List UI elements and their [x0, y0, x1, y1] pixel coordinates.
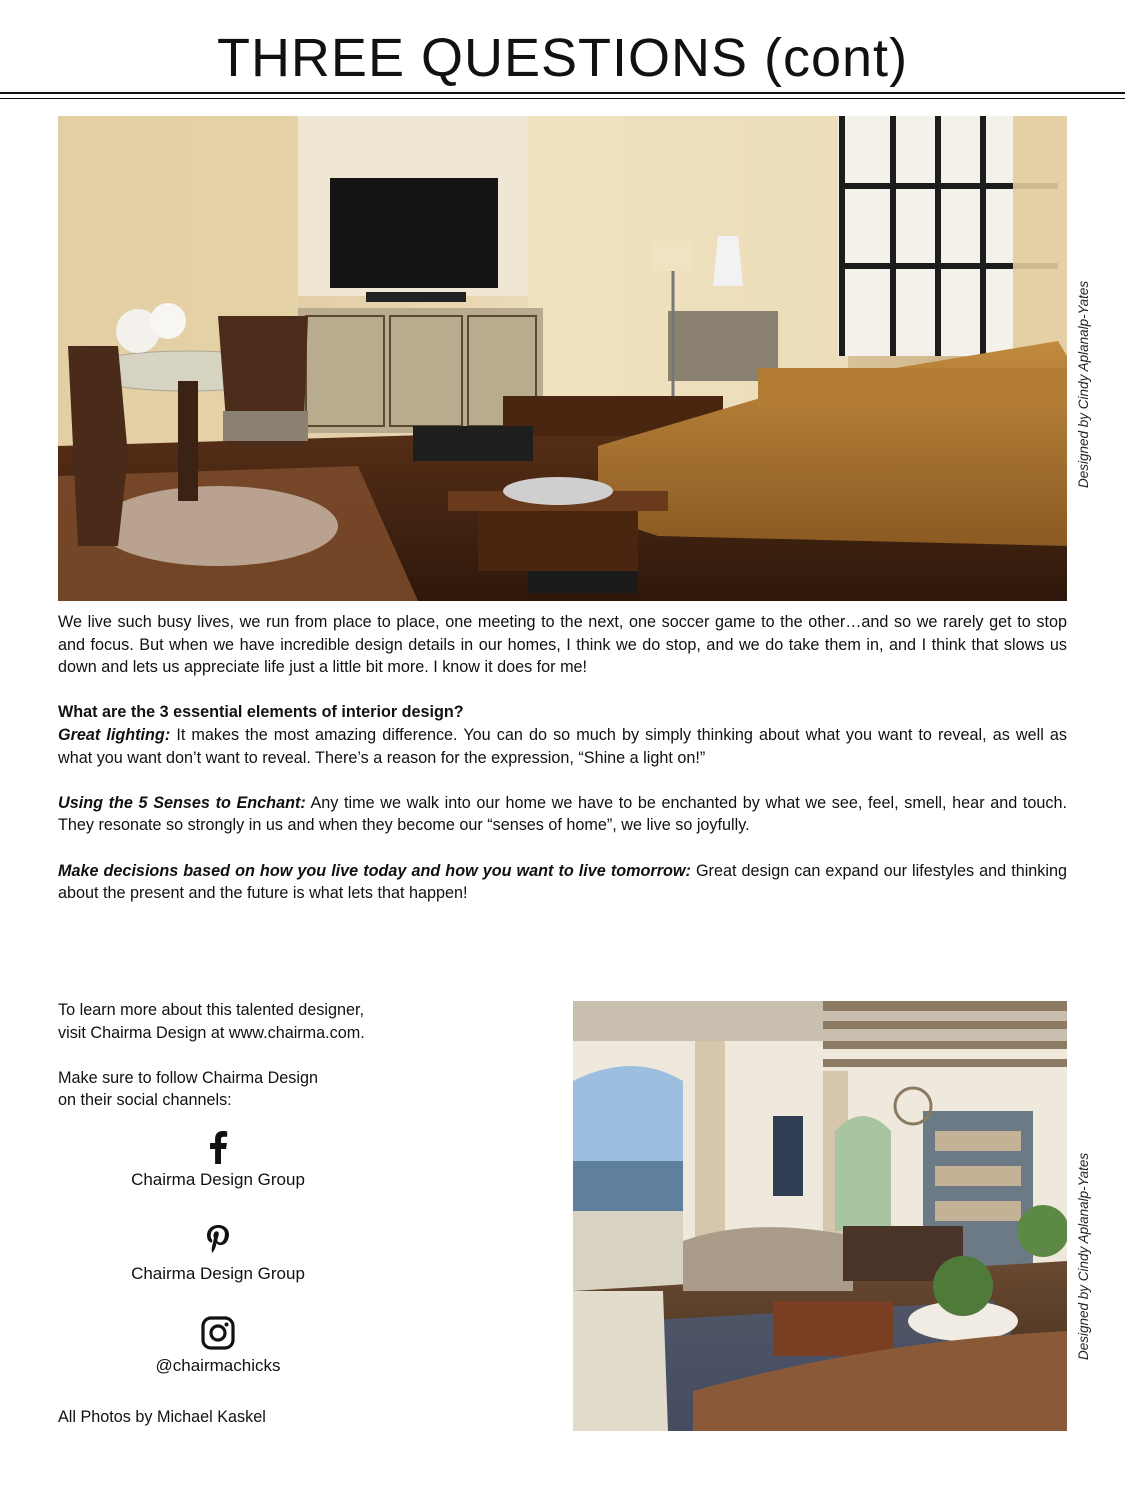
title-rule-thin	[0, 98, 1125, 99]
element-3-paragraph	[58, 860, 1067, 905]
follow-line-2: on their social channels:	[58, 1091, 232, 1110]
sidebar	[58, 999, 528, 1112]
element-1-paragraph	[58, 701, 1067, 769]
pinterest-label[interactable]: Chairma Design Group	[131, 1264, 305, 1283]
element-3-text: Great design can expand our lifestyles and thinking about the present and the future is what lets that happen!	[58, 861, 1067, 903]
element-1-text: It makes the most amazing difference. You can do so much by simply thinking about what you want to reveal, as well as what you want don’t want to reveal. There’s a reason for the expression, “Shine a light on!”	[58, 725, 1067, 767]
question-heading: What are the 3 essential elements of interior design?	[58, 703, 464, 722]
social-facebook[interactable]	[58, 1130, 378, 1190]
title-rule-thick	[0, 92, 1125, 94]
element-3-lead: Make decisions based on how you live today and how you want to live tomorrow:	[58, 861, 691, 880]
page-title: THREE QUESTIONS (cont)	[216, 28, 909, 88]
learn-line-2: visit Chairma Design at www.chairma.com.	[58, 1023, 365, 1042]
social-instagram[interactable]	[58, 1316, 378, 1376]
element-2-text: Any time we walk into our home we have to be enchanted by what we see, feel, smell, hear and touch. They resonate so strongly in us and when they become our “senses of home”, we live so joyfully.	[58, 793, 1067, 835]
great-room-photo	[573, 1001, 1067, 1431]
element-2-lead: Using the 5 Senses to Enchant:	[58, 793, 306, 812]
photo-credit-top: Designed by Cindy Aplanalp-Yates	[1076, 280, 1091, 488]
living-room-photo	[58, 116, 1067, 601]
instagram-label[interactable]: @chairmachicks	[155, 1356, 281, 1375]
facebook-icon[interactable]	[208, 1130, 228, 1164]
facebook-label[interactable]: Chairma Design Group	[131, 1170, 305, 1189]
photo-credit-bottom: Designed by Cindy Aplanalp-Yates	[1076, 1152, 1091, 1360]
instagram-icon[interactable]	[201, 1316, 235, 1350]
element-1-lead: Great lighting:	[58, 725, 171, 744]
intro-paragraph: We live such busy lives, we run from place to place, one meeting to the next, one soccer game to the other…and so we rarely get to stop and focus. But when we have incredible design details in our homes, I think we do stop, and we do take them in, and I think that slows us down and lets us appreciate life just a little bit more. I know it does for me!	[58, 613, 1067, 677]
photos-credit: All Photos by Michael Kaskel	[58, 1408, 266, 1426]
element-2-paragraph	[58, 792, 1067, 837]
article-body	[58, 611, 1067, 927]
follow-line-1: Make sure to follow Chairma Design	[58, 1068, 319, 1087]
pinterest-icon[interactable]	[205, 1224, 231, 1258]
social-pinterest[interactable]	[58, 1224, 378, 1284]
learn-line-1: To learn more about this talented designer,	[58, 1001, 364, 1019]
